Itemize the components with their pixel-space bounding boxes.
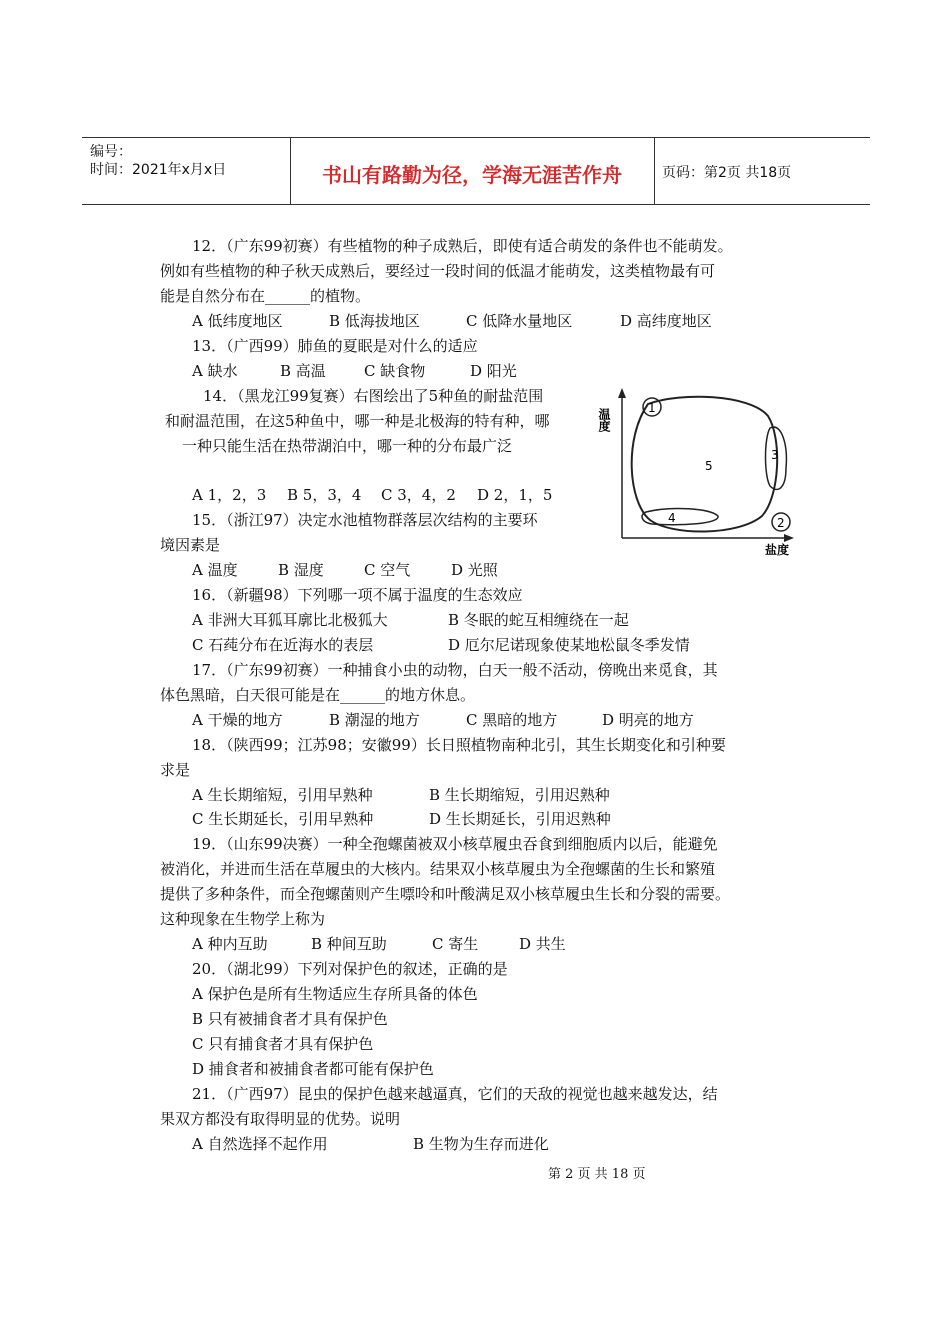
q20-option-b: B 只有被捕食者才具有保护色 <box>192 1010 388 1028</box>
q20-option-d: D 捕食者和被捕食者都可能有保护色 <box>192 1060 434 1078</box>
q12-option-a: A 低纬度地区 <box>192 312 283 330</box>
q18-option-c: C 生长期延长，引用早熟种 <box>192 810 374 828</box>
q12-text-line: 12．（广东99初赛）有些植物的种子成熟后，即使有适合萌发的条件也不能萌发。 <box>192 237 733 255</box>
fish-tolerance-diagram <box>597 386 795 558</box>
q19-option-a: A 种内互助 <box>192 935 268 953</box>
header-info-cell <box>82 138 291 204</box>
q15-option-b: B 湿度 <box>278 561 324 579</box>
label-1: 1 <box>648 401 656 415</box>
q16-text-line: 16．（新疆98）下列哪一项不属于温度的生态效应 <box>192 586 523 604</box>
q15-text-line: 境因素是 <box>160 536 221 554</box>
document-time-label: 时间：2021年x月x日 <box>90 162 227 178</box>
q14-option-c: C 3，4，2 <box>381 486 456 504</box>
q19-text-line: 19．（山东99决赛）一种全孢螺菌被双小核草履虫吞食到细胞质内以后，能避免 <box>192 835 718 853</box>
q20-option-a: A 保护色是所有生物适应生存所具备的体色 <box>192 985 478 1003</box>
label-5: 5 <box>705 459 713 473</box>
q16-option-d: D 厄尔尼诺现象使某地松鼠冬季发情 <box>448 636 690 654</box>
document-number-label: 编号： <box>90 144 132 160</box>
q13-text-line: 13．（广西99）肺鱼的夏眠是对什么的适应 <box>192 337 478 355</box>
q14-option-a: A 1，2，3 <box>192 486 267 504</box>
q18-text-line: 求是 <box>160 761 191 779</box>
page-header <box>82 137 870 205</box>
q12-option-d: D 高纬度地区 <box>620 312 712 330</box>
label-4: 4 <box>668 511 676 525</box>
q15-text-line: 15．（浙江97）决定水池植物群落层次结构的主要环 <box>192 511 538 529</box>
q14-option-d: D 2，1，5 <box>477 486 553 504</box>
q17-option-d: D 明亮的地方 <box>602 711 694 729</box>
y-axis-label: 温度 <box>597 408 611 432</box>
q15-option-a: A 温度 <box>192 561 238 579</box>
label-3: 3 <box>771 448 779 462</box>
q15-option-c: C 空气 <box>364 561 411 579</box>
q19-option-c: C 寄生 <box>432 935 479 953</box>
q16-option-b: B 冬眠的蛇互相缠绕在一起 <box>448 611 629 629</box>
q13-option-b: B 高温 <box>280 362 326 380</box>
q16-option-c: C 石莼分布在近海水的表层 <box>192 636 374 654</box>
q21-text-line: 21．（广西97）昆虫的保护色越来越逼真，它们的天敌的视觉也越来越发达，结 <box>192 1085 718 1103</box>
q17-option-a: A 干燥的地方 <box>192 711 283 729</box>
page-footer: 第 2 页 共 18 页 <box>548 1167 646 1182</box>
q12-option-c: C 低降水量地区 <box>466 312 573 330</box>
q13-option-a: A 缺水 <box>192 362 238 380</box>
q14-text-line: 一种只能生活在热带湖泊中，哪一种的分布最广泛 <box>182 437 513 455</box>
q14-text-line: 14．（黑龙江99复赛）右图绘出了5种鱼的耐盐范围 <box>203 387 544 405</box>
q14-text-line: 和耐温范围，在这5种鱼中，哪一种是北极海的特有种，哪 <box>165 412 550 430</box>
header-motto-cell <box>290 138 655 204</box>
q15-option-d: D 光照 <box>451 561 498 579</box>
q18-option-b: B 生长期缩短，引用迟熟种 <box>429 786 610 804</box>
q19-text-line: 提供了多种条件，而全孢螺菌则产生嘌呤和叶酸满足双小核草履虫生长和分裂的需要。 <box>160 885 731 903</box>
q21-option-b: B 生物为生存而进化 <box>413 1135 549 1153</box>
header-motto: 书山有路勤为径，学海无涯苦作舟 <box>322 163 622 187</box>
q20-text-line: 20．（湖北99）下列对保护色的叙述，正确的是 <box>192 960 508 978</box>
q20-option-c: C 只有捕食者才具有保护色 <box>192 1035 374 1053</box>
q14-option-b: B 5，3，4 <box>287 486 362 504</box>
q17-option-c: C 黑暗的地方 <box>466 711 558 729</box>
q19-text-line: 这种现象在生物学上称为 <box>160 910 326 928</box>
q12-text-line: 能是自然分布在______的植物。 <box>160 287 371 305</box>
q17-option-b: B 潮湿的地方 <box>329 711 420 729</box>
q18-option-a: A 生长期缩短，引用早熟种 <box>192 786 373 804</box>
q21-text-line: 果双方都没有取得明显的优势。说明 <box>160 1110 401 1128</box>
y-axis-arrow <box>618 388 626 398</box>
x-axis-arrow <box>784 534 794 542</box>
q18-option-d: D 生长期延长，引用迟熟种 <box>429 810 611 828</box>
header-page-cell <box>654 138 870 204</box>
q19-text-line: 被消化，并进而生活在草履虫的大核内。结果双小核草履虫为全孢螺菌的生长和繁殖 <box>160 860 716 878</box>
header-page-number: 页码：第2页 共18页 <box>662 165 792 181</box>
label-2: 2 <box>777 516 785 530</box>
q12-option-b: B 低海拔地区 <box>329 312 420 330</box>
q18-text-line: 18．（陕西99；江苏98；安徽99）长日照植物南种北引，其生长期变化和引种要 <box>192 736 726 754</box>
q16-option-a: A 非洲大耳狐耳廓比北极狐大 <box>192 611 388 629</box>
q12-text-line: 例如有些植物的种子秋天成熟后，要经过一段时间的低温才能萌发，这类植物最有可 <box>160 262 716 280</box>
q13-option-c: C 缺食物 <box>364 362 426 380</box>
q19-option-b: B 种间互助 <box>311 935 387 953</box>
q13-option-d: D 阳光 <box>470 362 517 380</box>
q19-option-d: D 共生 <box>519 935 566 953</box>
q17-text-line: 17．（广东99初赛）一种捕食小虫的动物，白天一般不活动，傍晚出来觅食，其 <box>192 661 718 679</box>
q17-text-line: 体色黑暗，白天很可能是在______的地方休息。 <box>160 686 476 704</box>
q21-option-a: A 自然选择不起作用 <box>192 1135 328 1153</box>
x-axis-label: 盐度 <box>765 543 790 557</box>
